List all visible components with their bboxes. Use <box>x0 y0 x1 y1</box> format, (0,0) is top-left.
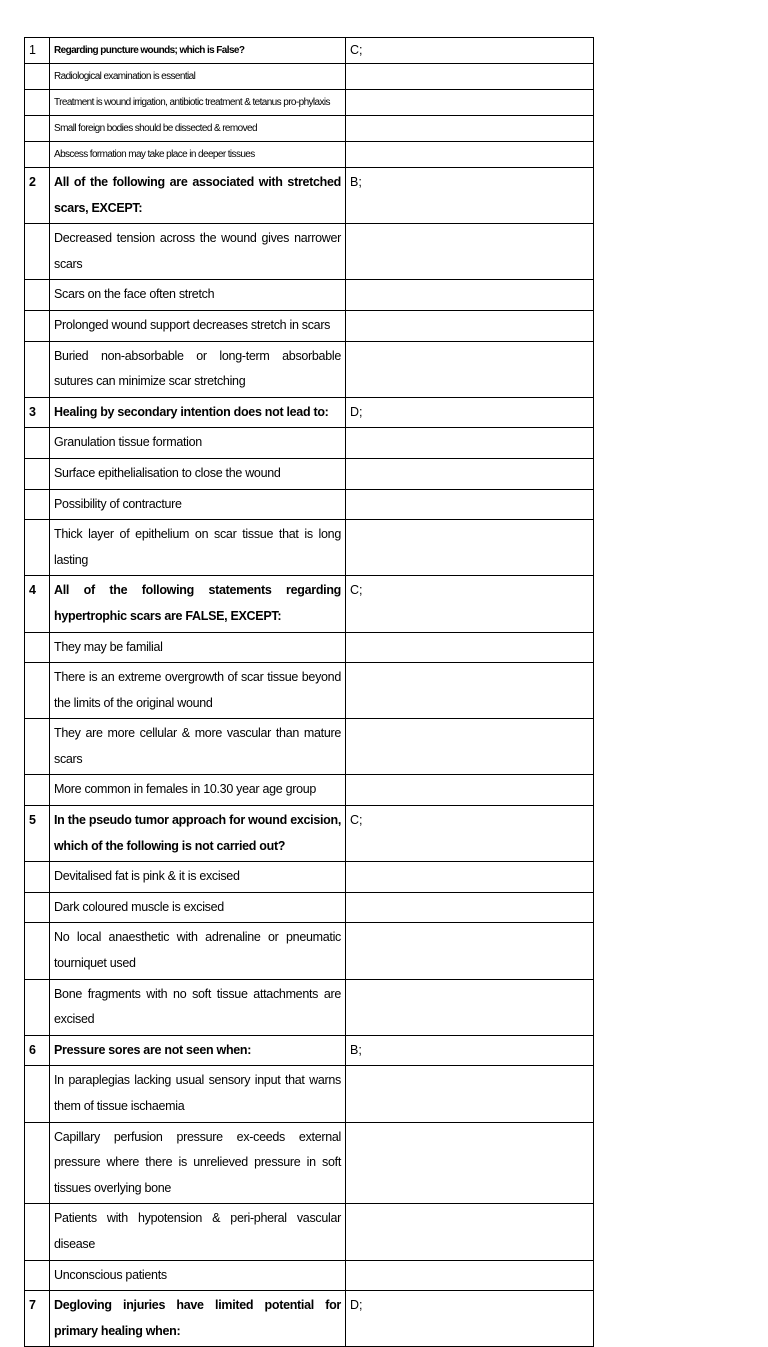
option-text: There is an extreme overgrowth of scar tissue beyond the limits of the original wound <box>50 663 346 719</box>
question-number: 4 <box>25 576 50 632</box>
option-row <box>25 280 594 311</box>
option-text: Buried non-absorbable or long-term absorbable sutures can minimize scar stretching <box>50 341 346 397</box>
option-row <box>25 458 594 489</box>
option-row <box>25 862 594 893</box>
option-text: No local anaesthetic with adrenaline or pneumatic tourniquet used <box>50 923 346 979</box>
option-text: Bone fragments with no soft tissue attachments are excised <box>50 979 346 1035</box>
option-row <box>25 224 594 280</box>
option-text: Treatment is wound irrigation, antibiotic treatment & tetanus pro-phylaxis <box>50 90 346 116</box>
option-row <box>25 428 594 459</box>
option-row <box>25 90 594 116</box>
question-number: 5 <box>25 806 50 862</box>
option-text: In paraplegias lacking usual sensory input that warns them of tissue ischaemia <box>50 1066 346 1122</box>
option-text: Abscess formation may take place in deeper tissues <box>50 142 346 168</box>
option-row <box>25 1204 594 1260</box>
option-text: Radiological examination is essential <box>50 64 346 90</box>
answer-cell: C; <box>346 806 594 862</box>
question-number: 1 <box>25 38 50 64</box>
option-text: Surface epithelialisation to close the wound <box>50 458 346 489</box>
question-text: In the pseudo tumor approach for wound excision, which of the following is not carried out? <box>50 806 346 862</box>
question-row <box>25 38 594 64</box>
option-row <box>25 979 594 1035</box>
question-text: All of the following statements regarding hypertrophic scars are FALSE, EXCEPT: <box>50 576 346 632</box>
question-number: 3 <box>25 397 50 428</box>
option-row <box>25 520 594 576</box>
option-text: Possibility of contracture <box>50 489 346 520</box>
option-text: They may be familial <box>50 632 346 663</box>
option-row <box>25 632 594 663</box>
option-row <box>25 1260 594 1291</box>
answer-cell: B; <box>346 168 594 224</box>
question-text: Regarding puncture wounds; which is False? <box>50 38 346 64</box>
option-row <box>25 775 594 806</box>
option-row <box>25 116 594 142</box>
option-row <box>25 923 594 979</box>
question-number: 7 <box>25 1291 50 1347</box>
option-text: They are more cellular & more vascular than mature scars <box>50 719 346 775</box>
question-row <box>25 1291 594 1347</box>
option-text: Decreased tension across the wound gives narrower scars <box>50 224 346 280</box>
question-text: Degloving injuries have limited potential for primary healing when: <box>50 1291 346 1347</box>
question-row <box>25 397 594 428</box>
question-row <box>25 1035 594 1066</box>
option-row <box>25 489 594 520</box>
question-number: 6 <box>25 1035 50 1066</box>
answer-cell: C; <box>346 576 594 632</box>
option-text: Scars on the face often stretch <box>50 280 346 311</box>
option-text: Capillary perfusion pressure ex-ceeds external pressure where there is unrelieved pressure in soft tissues overlying bone <box>50 1122 346 1204</box>
option-row <box>25 341 594 397</box>
answer-cell: D; <box>346 1291 594 1347</box>
option-row <box>25 310 594 341</box>
option-text: Devitalised fat is pink & it is excised <box>50 862 346 893</box>
option-text: Unconscious patients <box>50 1260 346 1291</box>
quiz-table <box>24 37 594 1347</box>
answer-cell: D; <box>346 397 594 428</box>
option-text: Dark coloured muscle is excised <box>50 892 346 923</box>
option-text: Thick layer of epithelium on scar tissue that is long lasting <box>50 520 346 576</box>
option-text: Prolonged wound support decreases stretch in scars <box>50 310 346 341</box>
answer-cell: B; <box>346 1035 594 1066</box>
question-text: Healing by secondary intention does not lead to: <box>50 397 346 428</box>
option-row <box>25 719 594 775</box>
question-row <box>25 168 594 224</box>
option-row <box>25 663 594 719</box>
option-row <box>25 892 594 923</box>
option-text: Patients with hypotension & peri-pheral vascular disease <box>50 1204 346 1260</box>
question-text: Pressure sores are not seen when: <box>50 1035 346 1066</box>
option-row <box>25 142 594 168</box>
option-row <box>25 1066 594 1122</box>
option-row <box>25 64 594 90</box>
option-text: Granulation tissue formation <box>50 428 346 459</box>
question-text: All of the following are associated with stretched scars, EXCEPT: <box>50 168 346 224</box>
answer-cell: C; <box>346 38 594 64</box>
option-text: Small foreign bodies should be dissected & removed <box>50 116 346 142</box>
option-text: More common in females in 10.30 year age group <box>50 775 346 806</box>
option-row <box>25 1122 594 1204</box>
question-number: 2 <box>25 168 50 224</box>
question-row <box>25 806 594 862</box>
question-row <box>25 576 594 632</box>
